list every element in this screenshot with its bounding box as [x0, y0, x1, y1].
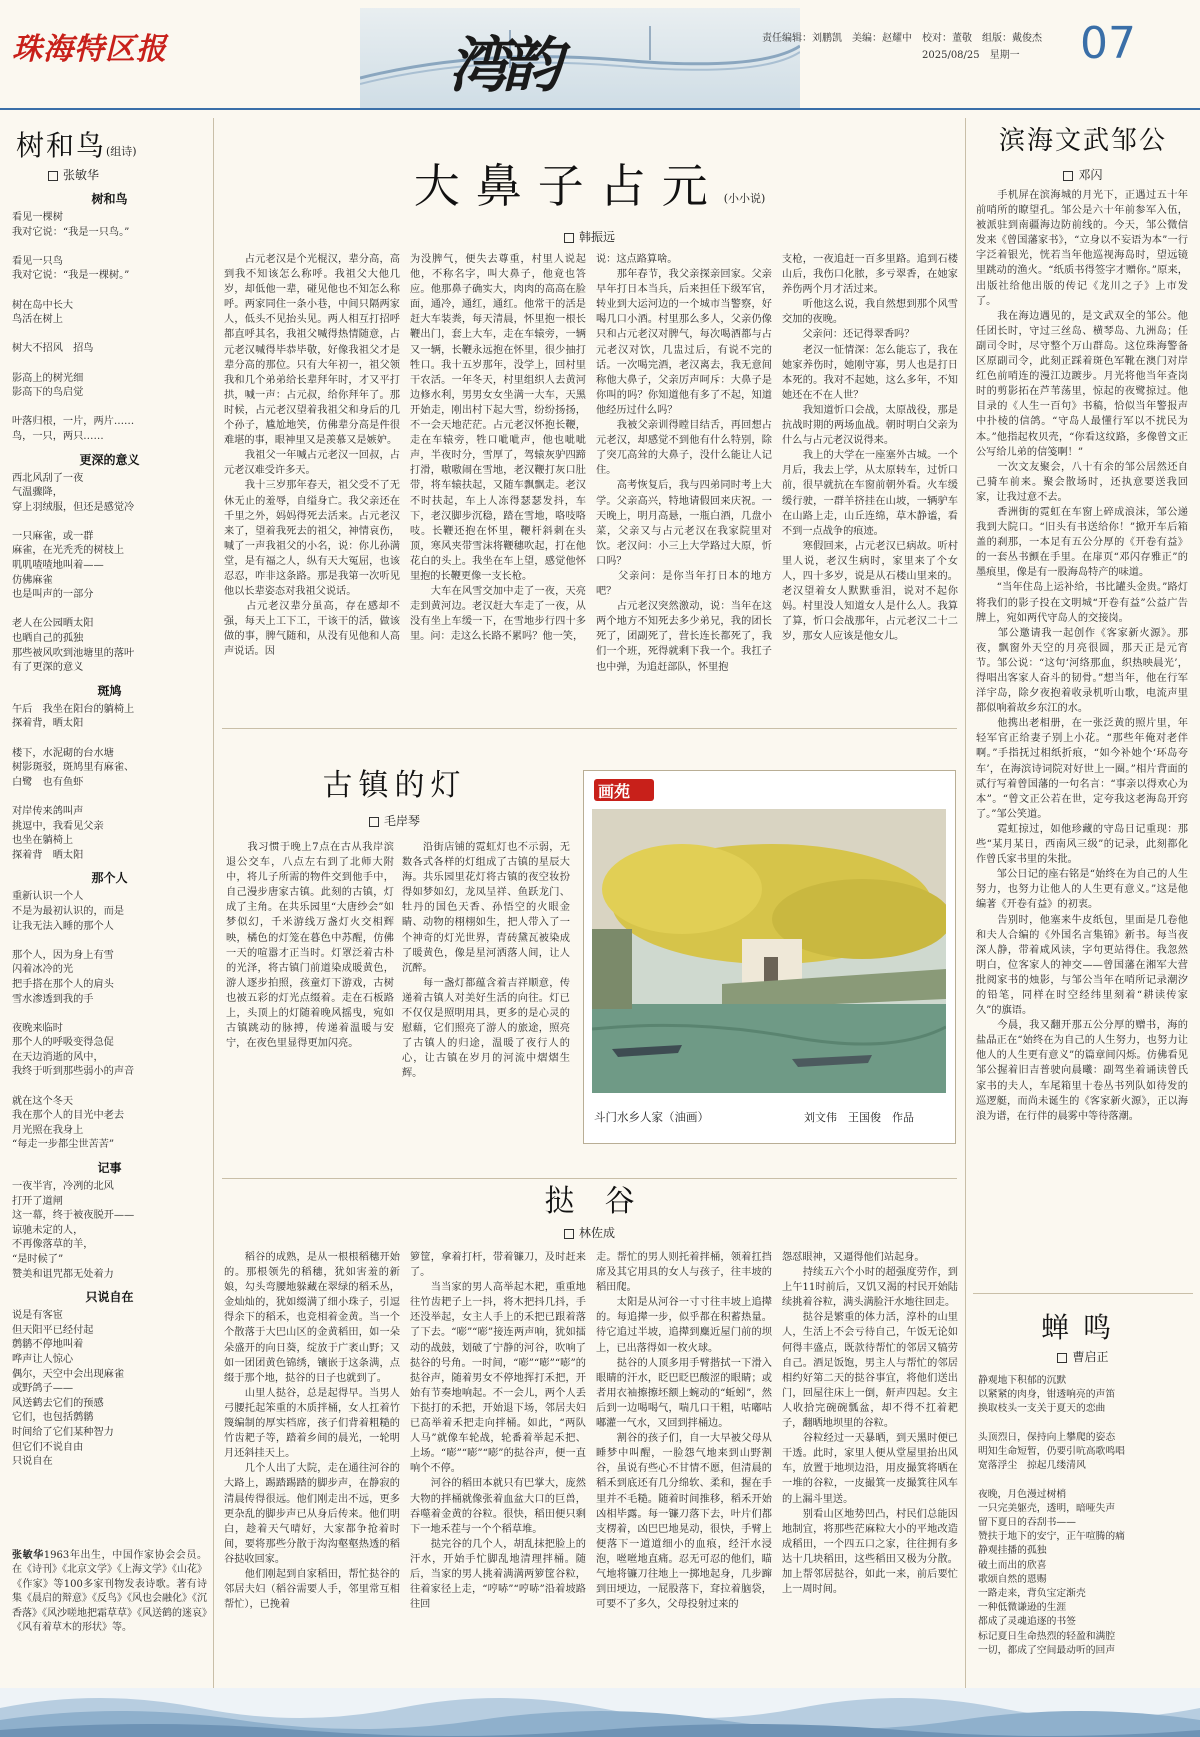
poem-section-heading: 记事	[97, 1161, 122, 1176]
poem-author: 张敏华	[20, 166, 228, 183]
main-story-note: (小小说)	[723, 192, 766, 205]
oil-painting-water-village	[592, 809, 946, 1093]
poem-section-text: 西北风刮了一夜 气温骤降， 穿上羽绒服，但还是感觉冷 一只麻雀，或一群 麻雀，在光秃秃的树枝上 叽叽喳喳地叫着—— 仿佛麻雀 也是叫声的一部分 老人在公园晒太阳 也晒自己的孤独 那些被风吹到池塘里的落叶 有了更深的意义	[12, 472, 135, 674]
poem-section-text: 看见一棵树 我对它说：“我是一只鸟。” 看见一只鸟 我对它说：“我是一棵树。” 树在岛中长大 鸟活在树上 树大不招风 招鸟 影高上的树光细 影高下的鸟启觉 叶落归根，一片，两片…… 鸟，一只，两只……	[12, 212, 135, 442]
section-title: 湾韵	[448, 31, 556, 101]
poem-section-heading: 只说自在	[85, 1290, 134, 1305]
story3-title: 挞谷	[544, 1184, 665, 1219]
story3-col-2: 箩筐，拿着打杆，带着镰刀，及时赶来了。 当当家的男人高举起木耙，重重地往竹齿耙子上一抖，将木把抖几抖，手还没举起，女主人手上的禾把已跟着落了下去。“嘭”“嘭”接连两声响，犹如擂动的战鼓，划破了宁静的河谷，吹响了挞谷的号角。一时间，“嘭”“嘭”“嘭”的挞谷声，随着男女不停地挥打禾把，开始有节奏地响起。不一会儿，两个人丢下挞打的禾把，开始退下场，邻居夫妇已高举着禾把走向拌桶。如此，“两队人马”就像车轮战，轮番着举起禾把、上场。“嘭”“嘭”“嘭”的挞谷声，便一直响个不停。 河谷的稻田本就只有巴掌大，庞然大物的拌桶就像张着血盆大口的巨兽，吞噬着金黄的谷粒。很快，稻田便只剩下一地禾茬与一个个稻草堆。 挞完谷的几个人，胡乱抹把脸上的汗水，开始手忙脚乱地清理拌桶。随后，当家的男人挑着满满两箩筐谷粒，往着家径上走，“哼哧”“哼哧”沿着坡路往回	[410, 1252, 586, 1611]
author-bio-text: 1963年出生，中国作家协会会员。在《诗刊》《北京文学》《上海文学》《山花》《作家》等100多家刊物发表诗歌。著有诗集《晨启的辩意》《反鸟》《风也会融化》《沉香落》《风沙嗟地把霜草草》《风送鹤的迷哀》《风有着草木的形状》等。	[12, 1549, 207, 1633]
right-essay-author: 邓闪	[973, 166, 1193, 183]
main-story-col-1: 占元老汉是个光棍汉，辈分高，高到我不知该怎么称呼。我祖父大他几岁，却低他一辈，碰见他也不知怎么称呼。两家同住一条小巷，中间只隔两家人，低头不见抬头见。两人相互打招呼都直呼其名，我祖父喊得热情随意，占元老汉喊得毕恭毕敬，好像我祖父才是辈分高的那位。只有大年初一，祖父领我和几个弟弟给长辈拜年时，才又平打拱，喊一声：占元叔，给你拜年了。那时候，占元老汉望着我祖父和身后的几个孙子，尴尬地笑，仿佛辈分高是件很难堪的事，眼神里又是羡慕又是嫉妒。 我祖父一年喊占元老汉一回叔，占元老汉难受许多天。 我十三岁那年春天，祖父受不了无休无止的羞辱，自缢身亡。我父亲还在千里之外，妈妈得死去活来。占元老汉来了，望着我死去的祖父，神情哀伤，喊了一声我祖父的小名，说：你儿孙满堂，是有福之人，纵有天大冤屈，也该忍忍，咋非这条路。那是我第一次听见他以长辈姿态对我祖父说话。 占元老汉辈分虽高，存在感却不强，每天上工下工，干该干的活，做该做的事，脾气随和，从没有见他和人高声说话。因	[224, 254, 400, 658]
story2-author: 毛岸琴	[222, 812, 567, 829]
story3-author: 林佐成	[222, 1224, 957, 1241]
poem-body	[12, 188, 207, 1528]
poem-section-text: 午后 我坐在阳台的躺椅上 探着背，晒太阳 楼下，水泥砌的台水塘 树影斑驳，斑鸠里有麻雀、 白鹭 也有鱼虾 对岸传来鸽叫声 挑逗中，我看见父亲 也坐在躺椅上 探着背 晒太阳	[12, 703, 135, 861]
painting-tag-label: 画苑	[598, 782, 631, 801]
cicada-title: 蝉鸣	[1040, 1311, 1125, 1344]
main-story-col-4: 支枪，一夜追赶一百多里路。追到石楼山后，我伤口化脓，多亏翠香，在她家养伤两个月才活过来。 听他这么说，我自然想到那个风雪交加的夜晚。 父亲问：还记得翠香吗？ 老汉一怔情深：怎么能忘了，我在她家养伤时，她刚守寡，男人也是打日本死的。我对不起她，这么多年，不知她还在不在人世？ 我知道忻口会战，太原战役，那是抗战时期的两场血战。朝时明白父亲为什么与占元老汉说得来。 我上的大学在一座塞外古城。一个月后，我去上学，从太原转车，过忻口前，很早就抗在车窗前朝外看。火车缓缓行驶，一群羊挤挂在山坡，一辆驴车在山路上走，山丘连绵，草木静谧，看不到一点战争的痕迹。 寒假回来，占元老汉已病故。听村里人说，老汉生病时，家里来了个女人，四十多岁，说是从石楼山里来的。老汉望着女人默默垂泪，说对不起你妈。村里没人知道女人是什么人。我算了算，忻口会战那年，占元老汉二十二岁，那女人应该是他女儿。	[782, 254, 958, 643]
issue-date: 2025/08/25 星期一	[922, 50, 1020, 61]
story3-col-1: 稻谷的成熟，是从一根根稻穗开始的。那根领先的稻穗，犹如害羞的新娘，勾头弯腰地躲藏在翠绿的稻禾丛，金灿灿的，犹如缀满了细小珠子，引逗得余下的稻禾，也竞相着金黄。当一个个散落于大巴山区的金黄稻田，如一朵朵盛开的向日葵，绽放于广袤山野；又如一团团黄色锦绣，镶嵌于这条满，点缀于那个地，挞谷的日子也就到了。 山里人挞谷，总是起得早。当男人弓腰托起笨重的木质拌桶，女人扛着竹篾编制的厚实档席，孩子们背着粗糙的竹齿耙子等，踏着乡间的晨光，一轮明月还斜挂天上。 几个人出了大院，走在通往河谷的大路上，踢踏踢踏的脚步声，在静寂的清晨传得很远。他们刚走出不远，更多更杂乱的脚步声已从身后传来。他们明白，趁着天气晴好，大家都争抢着时间，要将那些分散于沟沟壑壑热透的稻谷挞收回家。 他们刚起到自家稻田，帮忙挞谷的邻居夫妇（稻谷需要人手，邻里常互相帮忙），已挽着	[224, 1252, 400, 1611]
poem-section-heading: 树和鸟	[91, 192, 128, 206]
painting-frame	[583, 770, 956, 1144]
staff-credits: 责任编辑：刘鹏凯 美编：赵耀中 校对：董敬 组版：戴俊杰	[762, 33, 1042, 44]
main-story-col-2: 为没脾气，便失去尊重，村里人说起他，不称名字，叫大鼻子，他竟也答应。他那鼻子确实大，肉肉的高高在脸面，通冷，通红，通红。他常干的活是赶大车装粪，每天清晨，怀里抱一根长鞭出门，套上大车，走在车辕旁，一辆又一辆，长鞭永远抱在怀里，很少抽打牲口。我十五岁那年，没学上，回村里干农活。一年冬天，村里组织人去黄河边修水利，男男女女坐满一大车，天黑开始走，刚出村下起大雪，纷纷扬扬，不一会天地茫茫。占元老汉怀抱长鞭，走在车辕旁，牲口呲呲声，他也呲呲声，半夜时分，雪厚了，驾辕灰驴四蹄打滑，嗷嗷闹在雪地，老汉鞭打灰口肚带，将车辕扶起，又随车飘飘走。老汉不时扶起，车上人冻得瑟瑟发抖，车下，老汉脚步沉稳，踏在雪地，咯吱咯吱。长鞭还抱在怀里，鞭杆斜刺在头顶，寒风夹带雪沫将鞭穗吹起，打在他花白的头上。我坐在车上望，感觉他怀里抱的长鞭更像一支长枪。 大车在风雪交加中走了一夜，天亮走到黄河边。老汉赶大车走了一夜，从没有坐上车缓一下，在雪地步行四十多里。问：走这么长路不累吗？他一笑，	[410, 254, 586, 643]
author-bio	[12, 1534, 207, 1694]
poem-section-heading: 斑鸠	[97, 683, 122, 698]
poem-section-text: 一夜半宵，冷冽的北风 打开了道闸 这一幕，终于被夜脱开—— 谅驰未定的人， 不再像落草的羊， “是时候了” 赞美和诅咒都无处着力	[12, 1181, 135, 1280]
poem-title: 树和鸟	[16, 129, 107, 162]
poem-section-text: 说是有客宦 但天阳平已经付起 鹩鹟不停地叫着 哗声让人惊心 偶尔，天空中会出现麻雀 或野鸽子—— 风送鹤去它们的预感 它们，也包括鹩鹟 时间给了它们某种智力 但它们不说自由 只说自在	[12, 1310, 125, 1468]
right-essay-title: 滨海文武邹公	[998, 126, 1167, 156]
painting-credit: 刘文伟 王国俊 作品	[804, 1111, 914, 1124]
main-story-title: 大鼻子占元(小小说)	[413, 159, 766, 213]
poem-section-heading: 那个人	[91, 871, 128, 886]
story3-col-3: 走。帮忙的男人则托着拌桶，领着扛挡席及其它用具的女人与孩子，往丰坡的稻田爬。 太阳是从河谷一寸寸往丰坡上追撵的。每追撵一步，似乎都在积蓄热量。待它追过半坡，追撵到麋近屋门前的坝上，已出落得如一枚火球。 挞谷的人顶多用手臂揩拭一下滑入眼睛的汗水，眨巴眨巴酸涩的眼睛；或者用衣袖擦擦坯额上蜿动的“蚯蚓”，然后到一边喝喝气，喘几口干粗，咕嘟咕嘟灌一气水，又回到拌桶边。 割谷的孩子们，自一大早被父母从睡梦中叫醒，一脸怨气地来到山野割谷，虽说有些心不甘情不愿，但清晨的稻禾到底还有几分绵软、柔和，握在手里并不毛糙。随着时间推移，稻禾开始凶相毕露。每一镰刀落下去，叶片们都支楞着，凶巴巴地晃动，很快，手臂上便落下一道道细小的血痕，经汗水浸泡，咝咝地直痛。忍无可忍的他们，瞄气地将镰刀往地上一掷地起身，几步蹿到田埂边，一屁股落下，耷拉着脑袋，可要不了多久，父母投射过来的	[596, 1252, 772, 1611]
painting-caption: 斗门水乡人家（油画）	[594, 1110, 709, 1124]
story3-col-4: 怨怼眼神，又逼得他们站起身。 持续五六个小时的超强度劳作，到上午11时前后，又饥又渴的村民开始陆续挑着谷粒，满头满脸汗水地往回走。 挞谷是繁重的体力活，淳朴的山里人，生活上不会亏待自己，午饭无论如何得丰盛点，既款待帮忙的邻居又犒劳自己。酒足饭饱，男主人与帮忙的邻居相约好第二天的挞谷事宜，将他们送出门，回屋往床上一倒，鼾声四起。女主人收拾完碗碗瓢盆，却不得不扛着耙子，翻晒地坝里的谷粒。 谷粒经过一天暴晒，到天黑时便已干透。此时，家里人便从堂屋里抬出风车，放置于地坝边沿，用皮撮箕将晒在一堆的谷粒，一皮撮箕一皮撮箕往风车的上漏斗里送。 别看山区地势凹凸，村民们总能因地制宜，将那些茫麻粒大小的平地改造成稻田，一个四五口之家，往往拥有多达十几块稻田，这些稻田又极为分散。加上帮邻居挞谷，如此一来，前后要忙上一周时间。	[782, 1252, 958, 1596]
poem-title-note: (组诗)	[106, 145, 137, 158]
poem-section-heading: 更深的意义	[79, 452, 140, 467]
wave-decoration	[0, 1688, 1200, 1737]
story2-col-2: 沿街店铺的霓虹灯也不示弱，无数各式各样的灯组成了古镇的星辰大海。共乐园里花灯将古镇的夜空妆扮得如梦如幻，龙凤呈祥、鱼跃龙门、牡丹的国色天香、孙悟空的火眼金睛、动物的栩栩如生，把人带入了一个神奇的灯光世界，青砖黛瓦被染成了暖黄色，像是星河洒落人间，让人沉醉。 每一盏灯都蕴含着吉祥顺意，传递着古镇人对美好生活的向往。灯已不仅仅是照明用具，更多的是心灵的慰藉，它们照亮了游人的旅途，照亮了古镇人的归途，温暖了夜行人的心，让古镇在岁月的河流中熠熠生辉。	[402, 842, 570, 1080]
story2-col-1: 我习惯于晚上7点在古从我岸滨退公交车，八点左右到了北师大附中，将儿子所需的物件交到他手中，自己漫步唐家古镇。此刻的古镇，灯成了主角。在共乐园里“大唐纱会”如梦似幻，千米游线万盏灯火交相辉映，橘色的灯笼在暮色中苏醒，仿佛一天的喧嚣才正当时。灯罩泛着古朴的光泽，将古镇门前道染成暖黄色，游人逐步拍照，孩童灯下游戏，古树也被五彩的灯光点缀着。走在石板路上，头顶上的灯随着晚风摇曳，宛如古镇跳动的脉搏，传递着温暖与安宁，在夜色里显得更加闪亮。	[226, 842, 394, 1050]
cicada-poem-body: 静观地下积郁的沉默 以紧紧的肉身，钳透响亮的声笛 换取枝头一支关于夏天的恋曲 头顶烈日，保持向上攀爬的姿态 明知生命短暂，仍要引吭高歌鸣唱 宽落浮尘 掠起几缕清风 夜晚，月色漫过树梢 一只完美躯壳，透明，暗哑失声 留下夏日的吞刮书—— 赞扶于地下的安宁，正午喧腾的痛 静观挂播的孤独 破土而出的欣喜 歌颂自然的恩赐 一路走来，背负宝定渐壳 一种低微谦逊的生涯 都成了灵魂追逐的书签 标记夏日生命热烈的轻盈和满腔 一切，都成了空间最动听的回声	[978, 1375, 1125, 1656]
right-essay-body: 手机屏在滨海城的月光下，正遇过五十年前哨所的瞭望孔。邹公是六十年前参军入伍，被派驻到南疆海边防前线的。今天，邹公微信发来《曾国藩家书》，“立身以不妄语为本”一行字泛着银光，恍若当年他巡视海岛时，望远镜里跳动的渔火。“纸质书得签字才赠你。”原来，出版社给他出版的传记《龙川之子》上市发了。 我在海边遇见的，是文武双全的邹公。他任团长时，守过三丝岛、横琴岛、九洲岛；任副司令时，尽守整个万山群岛。这位珠海警备区原副司令，此刻正踩着斑色军靴在澳门对岸红色前哨连的漫江边踱步。月光将他当年查岗时的剪影拓在芦苇荡里，惊起的夜鹭掠过。他目录的《人生一百句》书稿，恰似当年警报声中扑棱的信鸽。“守岛人最懂行军以不扰民为本。”他指起枚贝壳，“你看这纹路，多像曾文正公写给儿弟的信笺啊！” 一次文友聚会，八十有余的邹公居然还自己骑车前来。聚会散场时，还执意要送我回家，让我过意不去。 香洲街的霓虹在车窗上碎成浪沫，邹公递我到大院口。“旧头有书送给你！”掀开车后箱盖的刹那，一本足有五公分厚的《开卷有益》的一套丛书颤在手里。在扉页“邓闪存雅正”的墨痕里，像是有一股海岛特产的味道。 “当年住岛上运补给，书比罐头金贵。”路灯将我们的影子投在文明城“开卷有益”公益广告牌上，宛如两代守岛人的交接岗。 邹公邀请我一起创作《客家新火源》。那夜，飘窗外天空的月亮很圆，那天正是元宵节。邹公说：“这句‘河络那血，织热映晨光’，得唱出客家人奋斗的韧骨。”想当年，他在行军洋宇岛，除夕夜抱着收录机听山歌，电流声里都似响着故乡东江的水。 他携出老相册，在一张泛黄的照片里，年轻军官正给妻子别上小花。“那些年俺对老伴啊。”手指抚过相纸折痕，“如今补她个‘环岛夸车’，在海滨诗词院对好世上一圈。”相片背面的贰行写着曾国藩的一句名言：“事亲以得欢心为本”。“曾文正公若在世，定夸我这老海岛开窍了。”邹公笑道。 霓虹掠过，如他珍藏的守岛日记重现：那些“某月某日，西南风三级”的记录，此刻都化作曾氏家书里的朱批。 邹公日记的座右铭是“始终在为自己的人生努力，也努力让他人的人生更有意义。”这是他编著《开卷有益》的初衷。 告别时，他塞来牛皮纸包，里面是几卷他和夫人合编的《外国名言集锦》新书。每当夜深人静，带着咸风读，字句更站得住。我忽然明白，位客家人的神交——曾国藩在湘军大营批阅家书的烛影，与邹公当年在哨所记录潮汐的铅笔，同样在时空经纬里刻着“耕读传家久”的旗语。 今晨，我又翻开那五公分厚的赠书，海的盐晶正在“始终在为自己的人生努力，也努力让他人的人生更有意义”的篇章间闪烁。仿佛看见邹公握着旧吉普驶向晨曦：副驾坐着诵读曾氏家书的夫人，车尾箱里十卷丛书列队如待发的巡逻艇，而尚未诞生的《客家新火源》，正以海浪为谱，在行伴的晨雾中等待落潮。	[976, 190, 1188, 1122]
story2-title: 古镇的灯	[322, 768, 467, 803]
poem-section-text: 重新认识一个人 不是为最初认识的，而是 让我无法入睡的那个人 那个人，因为身上有雪 闪着冰冷的光 把手搭在那个人的肩头 雪水渗透到我的手 夜晚来临时 那个人的呼吸变得急促 在天边消逝的风中， 我终于听到那些弱小的声音 就在这个冬天 我在那个人的目光中老去 月光照在我身上 “每走一步都尘世苦苦”	[12, 891, 135, 1151]
author-bio-name: 张敏华	[12, 1549, 44, 1561]
page-number: 07	[1080, 18, 1136, 69]
newspaper-logo: 珠海特区报	[12, 32, 167, 67]
poem-title-block	[16, 124, 206, 164]
main-story-author: 韩振远	[222, 228, 957, 245]
main-story-col-3: 说：这点路算啥。 那年春节，我父亲探亲回家。父亲早年打日本当兵，后来担任下级军官，转业到大运河边的一个城市当警察，好喝几口小酒。村里那么多人，父亲仍像只和占元老汉对脾气，每次喝酒都与占元老汉对饮，几盅过后，有说不完的话。一次喝完酒，老汉离去，我无意间称他大鼻子，父亲厉声呵斥：大鼻子是你叫的吗？你知道他有多了不起，知道他经历过什么吗？ 我被父亲训得瞠目结舌，再回想占元老汉，却感觉不到他有什么特别，除了突兀高耸的大鼻子，没什么能让人记住。 高考恢复后，我与四弟同时考上大学。父亲高兴，特地请假回来庆祝。一天晚上，明月高悬，一瓶白酒，几盘小菜，父亲又与占元老汉在我家院里对饮。老汉问：小三上大学路过大原，忻口吗？ 父亲问：是你当年打日本的地方吧？ 占元老汉突然激动，说：当年在这两个地方不知死去多少弟兄，我的团长死了，团副死了，营长连长都死了，我们一个班，死得就剩下我一个。我扛子也中弹，为追赶部队，怀里抱	[596, 254, 772, 673]
cicada-author: 曹启正	[973, 1348, 1193, 1365]
